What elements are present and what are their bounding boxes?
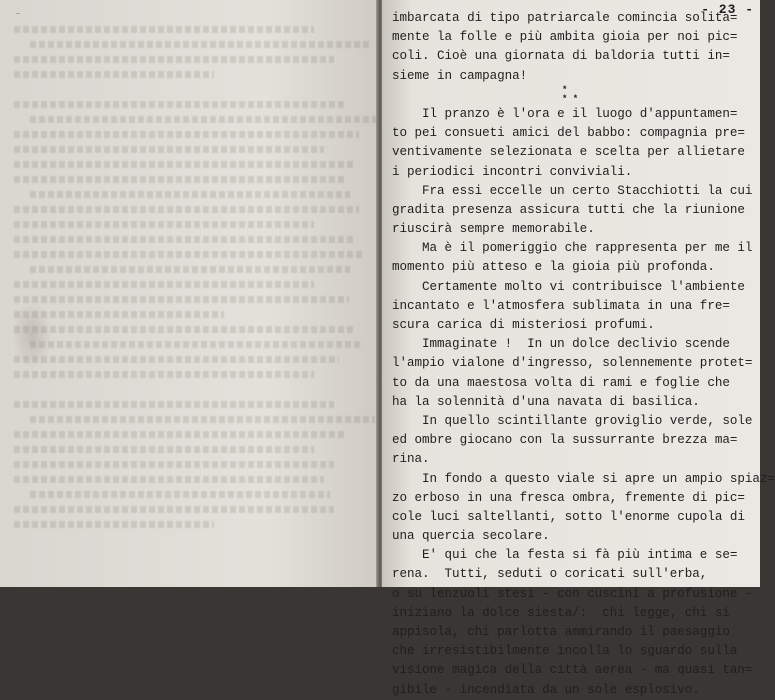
text-line: sieme in campagna! xyxy=(392,68,528,83)
text-line: imbarcata di tipo patriarcale comincia solita= xyxy=(392,11,738,25)
text-line: Certamente molto vi contribuisce l'ambiente xyxy=(392,279,745,294)
text-line: o su lenzuoli stesi - con cuscini a profusione - xyxy=(392,586,753,601)
ghost-line xyxy=(14,401,334,408)
text-line: cole luci saltellanti, sotto l'enorme cupola di xyxy=(392,509,745,524)
text-line: Ma è il pomeriggio che rappresenta per me il xyxy=(392,241,753,256)
text-line: rena. Tutti, seduti o coricati sull'erba, xyxy=(392,567,708,582)
right-page xyxy=(382,0,775,697)
text-line: l'ampio vialone d'ingresso, solennemente protet= xyxy=(392,356,753,371)
ghost-line xyxy=(14,326,354,333)
ghost-line xyxy=(14,296,349,303)
text-line: una quercia secolare. xyxy=(392,529,550,544)
bleed-through-text xyxy=(0,18,378,578)
text-line: i periodici incontri conviviali. xyxy=(392,164,633,179)
section-break-stars: * * * xyxy=(562,84,579,104)
text-line: visione magica della città aerea - ma quasi tan= xyxy=(392,663,753,678)
ghost-line xyxy=(14,431,344,438)
ghost-line xyxy=(14,476,324,483)
ghost-line xyxy=(30,416,375,423)
text-line: iniziano la dolce siesta/: chi legge, chi si xyxy=(392,605,730,620)
text-line: appisola, chi parlotta ammirando il paesaggio xyxy=(392,625,730,639)
ghost-line xyxy=(14,446,314,453)
ghost-line xyxy=(30,191,350,198)
ghost-line xyxy=(14,101,344,108)
text-line: che irresistibilmente incolla lo sguardo sulla xyxy=(392,644,738,659)
ghost-line xyxy=(14,221,314,228)
text-line: Immaginate ! In un dolce declivio scende xyxy=(392,337,730,352)
ghost-line xyxy=(30,266,350,273)
text-line: mente la folle e più ambita gioia per noi pic= xyxy=(392,30,738,45)
ghost-line xyxy=(30,116,380,123)
left-page xyxy=(0,0,378,587)
text-line: momento più atteso e la gioia più profonda. xyxy=(392,260,715,275)
text-line: scura carica di misteriosi profumi. xyxy=(392,318,655,332)
text-line: rina. xyxy=(392,452,430,467)
ghost-line xyxy=(14,281,314,288)
text-line: In fondo a questo viale si apre un ampio spiaz= xyxy=(392,471,775,486)
text-line: coli. Cioè una giornata di baldoria tutti in= xyxy=(392,49,730,64)
text-line: to da una maestosa volta di rami e foglie che xyxy=(392,375,730,390)
ghost-line xyxy=(14,176,344,183)
text-line: ed ombre giocano con la sussurrante brezza ma= xyxy=(392,433,738,448)
text-line: gibile - incendiata da un sole esplosivo. xyxy=(392,682,700,697)
text-line: ha la solennità d'una navata di basilica. xyxy=(392,394,700,409)
ghost-line xyxy=(14,206,359,213)
ghost-line xyxy=(14,56,334,63)
ghost-line xyxy=(14,506,334,513)
text-line: riuscirà sempre memorabile. xyxy=(392,222,595,237)
ghost-line xyxy=(14,71,214,78)
paper-stain xyxy=(12,300,52,370)
ghost-line xyxy=(14,161,354,168)
text-line: ventivamente selezionata e scelta per allietare xyxy=(392,145,745,160)
page-number: - 23 - xyxy=(701,2,754,17)
ghost-line xyxy=(14,461,334,468)
left-page-mark: - xyxy=(14,6,22,21)
ghost-line xyxy=(14,236,354,243)
text-line: Il pranzo è l'ora e il luogo d'appuntamen= xyxy=(392,106,738,121)
ghost-line xyxy=(14,131,359,138)
ghost-line xyxy=(14,356,339,363)
ghost-line xyxy=(30,491,330,498)
text-line: In quello scintillante groviglio verde, sole xyxy=(392,413,753,428)
text-line: to pei consueti amici del babbo: compagnia pre= xyxy=(392,126,745,141)
ghost-line xyxy=(14,26,314,33)
ghost-line xyxy=(14,251,364,258)
text-line: Fra essi eccelle un certo Stacchiotti la cui xyxy=(392,183,753,198)
text-line: gradita presenza assicura tutti che la riunione xyxy=(392,202,745,217)
ghost-line xyxy=(30,41,370,48)
ghost-line xyxy=(14,371,314,378)
text-line: E' qui che la festa si fà più intima e se= xyxy=(392,548,738,563)
typed-text-body xyxy=(392,9,775,700)
text-line: zo erboso in una fresca ombra, fremente di pic= xyxy=(392,490,745,505)
ghost-line xyxy=(14,146,324,153)
ghost-line xyxy=(30,341,360,348)
ghost-line xyxy=(14,521,214,528)
text-line: incantato e l'atmosfera sublimata in una fre= xyxy=(392,298,730,313)
